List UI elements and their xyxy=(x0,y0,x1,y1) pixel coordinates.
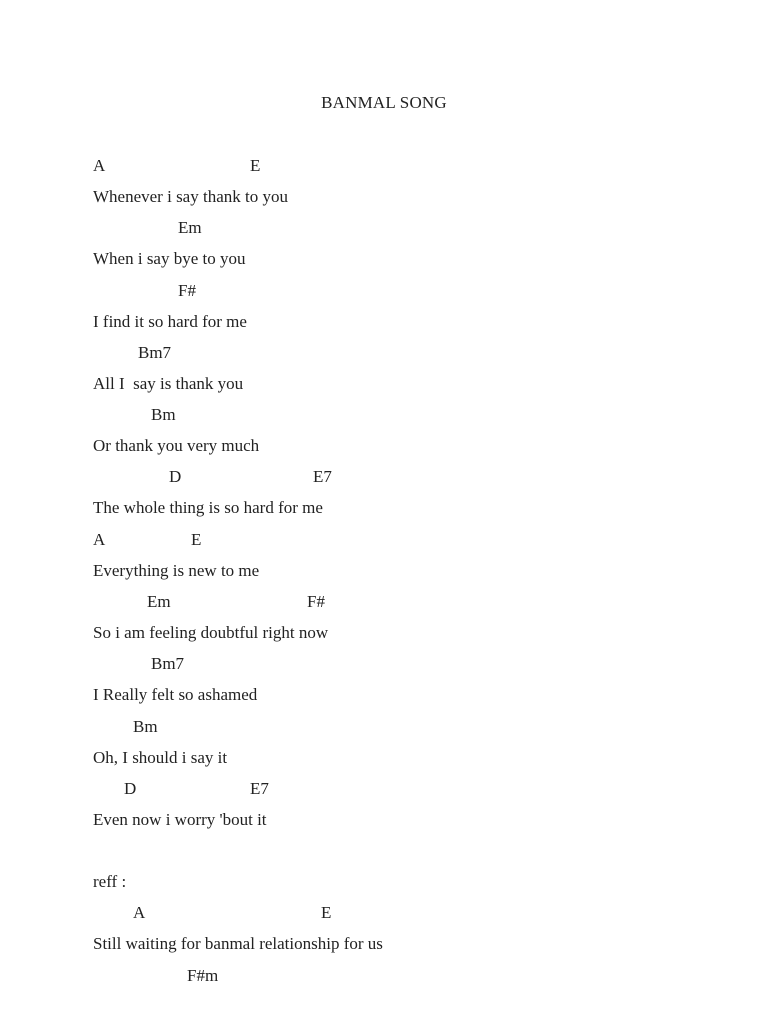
chord: F# xyxy=(178,281,196,300)
chord: E xyxy=(191,530,202,549)
lyric-line: All I say is thank you xyxy=(93,374,244,393)
chord: Bm7 xyxy=(138,343,172,362)
chord: Bm xyxy=(133,717,158,736)
chord: E xyxy=(250,156,261,175)
chord: E7 xyxy=(313,467,332,486)
lyric-line: So i am feeling doubtful right now xyxy=(93,623,329,642)
lyric-line: Everything is new to me xyxy=(93,561,260,580)
chord: E xyxy=(321,903,332,922)
chord: Bm xyxy=(151,405,176,424)
lyric-line: I find it so hard for me xyxy=(93,312,247,331)
chord: A xyxy=(133,903,146,922)
chord: D xyxy=(169,467,182,486)
chord: Em xyxy=(178,218,202,237)
lyric-line: The whole thing is so hard for me xyxy=(93,498,323,517)
chord: A xyxy=(93,530,106,549)
chord: F# xyxy=(307,592,325,611)
chord: Em xyxy=(147,592,171,611)
song-title: BANMAL SONG xyxy=(321,93,447,112)
chord: A xyxy=(93,156,106,175)
lyric-line: I Really felt so ashamed xyxy=(93,685,258,704)
chord: E7 xyxy=(250,779,269,798)
chord: F#m xyxy=(187,966,219,985)
chord: D xyxy=(124,779,137,798)
chord: Bm7 xyxy=(151,654,185,673)
lyric-line: Oh, I should i say it xyxy=(93,748,228,767)
lyric-line: When i say bye to you xyxy=(93,249,246,268)
lyric-line: Whenever i say thank to you xyxy=(93,187,288,206)
lyric-line: Even now i worry 'bout it xyxy=(93,810,267,829)
lyric-line: Still waiting for banmal relationship for us xyxy=(93,934,383,953)
lyric-line: Or thank you very much xyxy=(93,436,260,455)
section-label-reff: reff : xyxy=(93,872,127,891)
